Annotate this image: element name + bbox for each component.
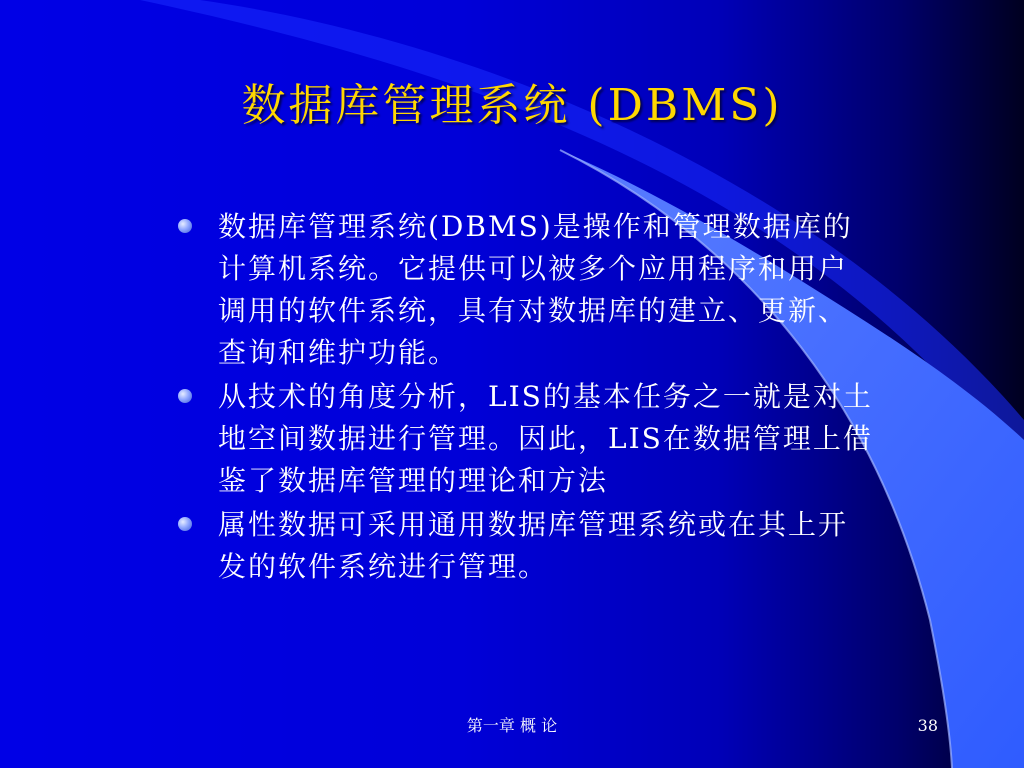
bullet-dot-icon xyxy=(178,219,192,233)
bullet-text: 从技术的角度分析，LIS的基本任务之一就是对土地空间数据进行管理。因此，LIS在数据管理上借鉴了数据库管理的理论和方法 xyxy=(218,380,873,497)
bullet-text: 数据库管理系统(DBMS)是操作和管理数据库的计算机系统。它提供可以被多个应用程序和用户调用的软件系统，具有对数据库的建立、更新、查询和维护功能。 xyxy=(218,210,853,369)
slide-title: 数据库管理系统 (DBMS) xyxy=(241,80,783,131)
footer-chapter: 第一章 概 论 xyxy=(466,716,558,735)
footer-page-number: 38 xyxy=(917,716,938,735)
bullet-dot-icon xyxy=(178,517,192,531)
bullet-item xyxy=(176,504,876,588)
bullet-item xyxy=(176,376,876,502)
bullet-list xyxy=(176,206,876,590)
bullet-dot-icon xyxy=(178,389,192,403)
bullet-text: 属性数据可采用通用数据库管理系统或在其上开发的软件系统进行管理。 xyxy=(218,508,849,583)
bullet-item xyxy=(176,206,876,374)
